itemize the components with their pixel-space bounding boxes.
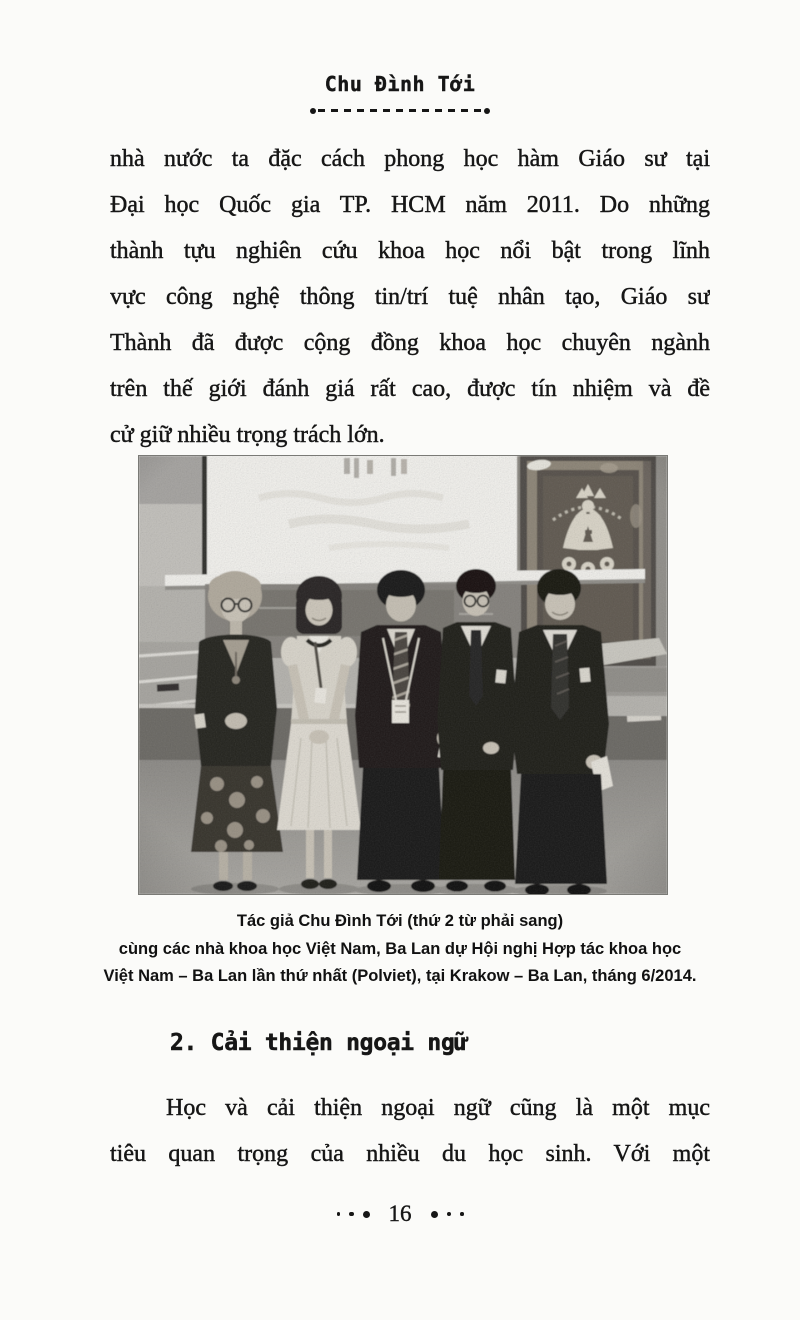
footer-dot	[431, 1211, 438, 1218]
running-head-title: Chu Đình Tới	[324, 72, 476, 96]
rule-dot-right	[484, 108, 490, 114]
group-photo-figure	[139, 456, 669, 894]
caption-line: Việt Nam – Ba Lan lần thứ nhất (Polviet), tại Krakow – Ba Lan, tháng 6/2014.	[103, 967, 697, 985]
paragraph-1	[110, 136, 710, 458]
paragraph-2	[110, 1085, 710, 1177]
rule-dot-left	[310, 108, 316, 114]
footer-dot	[460, 1212, 464, 1216]
text-line: nhà nước ta đặc cách phong học hàm Giáo sư tại	[110, 146, 710, 172]
text-line: Đại học Quốc gia TP. HCM năm 2011. Do những	[110, 192, 710, 218]
rule-dashes	[318, 109, 482, 112]
photo-caption	[50, 908, 750, 991]
page-footer	[0, 1196, 800, 1232]
text-line: trên thế giới đánh giá rất cao, được tín nhiệm và đề	[110, 376, 710, 402]
text-line: vực công nghệ thông tin/trí tuệ nhân tạo, Giáo sư	[110, 284, 710, 310]
footer-dot	[447, 1212, 452, 1217]
header-ornament-rule	[310, 106, 490, 115]
page-number: 16	[388, 1201, 412, 1226]
text-line: cử giữ nhiều trọng trách lớn.	[110, 422, 385, 448]
section-heading: 2. Cải thiện ngoại ngữ	[170, 1030, 469, 1056]
footer-dot	[349, 1212, 354, 1217]
caption-line: cùng các nhà khoa học Việt Nam, Ba Lan dự Hội nghị Hợp tác khoa học	[118, 939, 682, 958]
group-photo-image	[139, 456, 667, 894]
footer-dot	[363, 1211, 370, 1218]
text-line: tiêu quan trọng của nhiều du học sinh. Với một	[110, 1141, 710, 1167]
text-line: Học và cải thiện ngoại ngữ cũng là một mục	[166, 1095, 710, 1121]
text-line: Thành đã được cộng đồng khoa học chuyên ngành	[110, 330, 710, 356]
text-line: thành tựu nghiên cứu khoa học nổi bật trong lĩnh	[110, 238, 710, 264]
footer-dot	[337, 1212, 341, 1216]
caption-line: Tác giả Chu Đình Tới (thứ 2 từ phải sang)	[236, 912, 564, 930]
